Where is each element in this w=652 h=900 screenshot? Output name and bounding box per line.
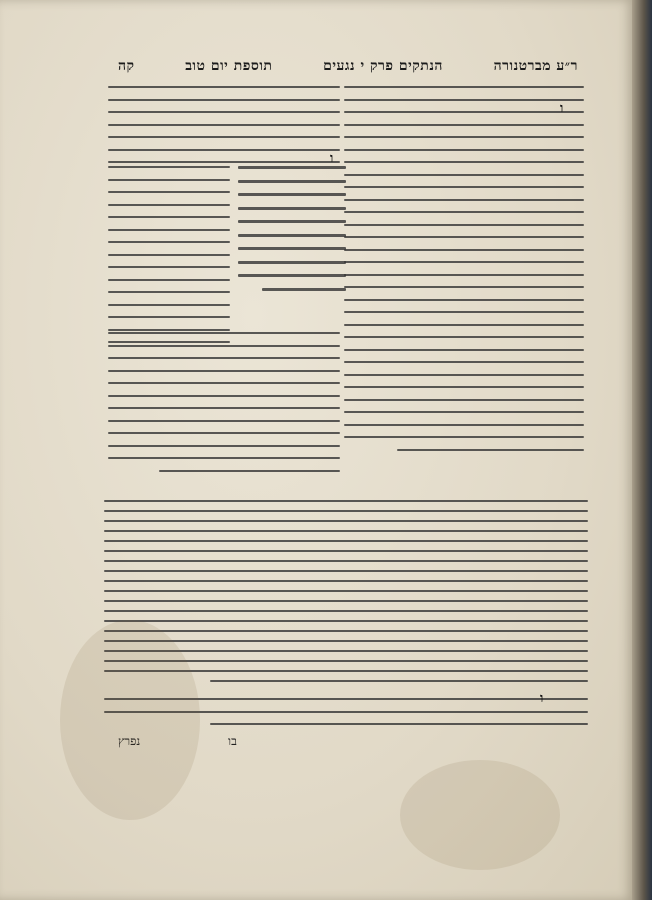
running-head [118,58,578,75]
left-lower-column [108,332,340,482]
section-marker-right: ו [560,101,564,116]
section-marker-bottom: ו [540,691,544,706]
book-spine [632,0,652,900]
running-head-right: ר״ע מברטנורה [493,58,578,74]
running-head-tosafot: תוספת יום טוב [185,58,273,74]
paper-stain [60,620,200,820]
folio-number: קה [118,58,135,74]
catchword: נפרץ [118,734,141,748]
left-narrow-column [108,166,230,354]
paper-stain [400,760,560,870]
left-commentary-column [108,86,340,174]
section-marker-mishna: ו [330,151,334,166]
signature-mark: בו [228,734,237,748]
mishna-text [238,166,346,301]
running-head-chapter: הנתקים פרק י נגעים [323,58,443,74]
right-commentary-column [344,86,584,461]
